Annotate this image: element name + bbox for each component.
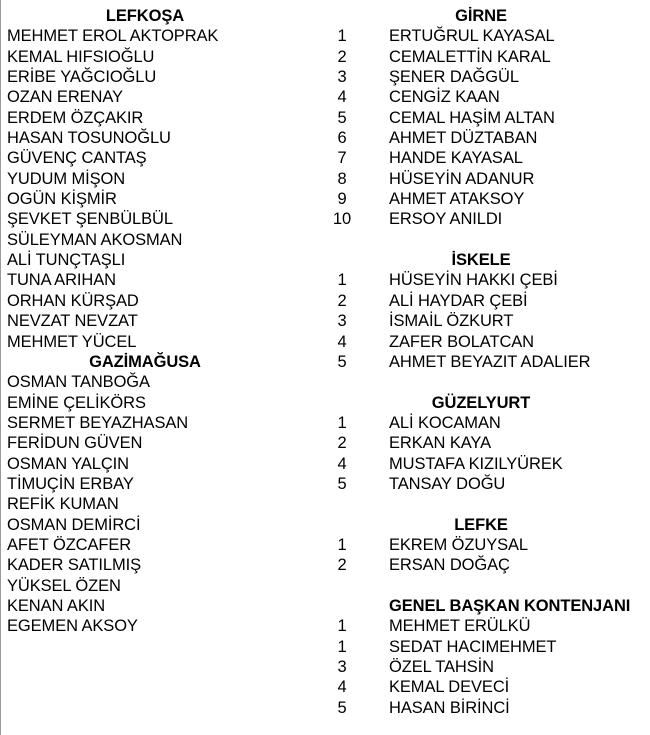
candidate-name: İSMAİL ÖZKURT [389,312,514,331]
candidate-name: EKREM ÖZUYSAL [389,535,528,554]
candidate-name: ZAFER BOLATCAN [389,332,534,351]
candidate-rank: 4 [337,454,347,473]
candidate-name: CENGİZ KAAN [389,88,500,107]
candidate-name: CEMAL HAŞİM ALTAN [389,108,555,127]
candidate-name: HÜSEYİN ADANUR [389,169,535,188]
spacer-row [389,372,650,392]
district-title: GÜZELYURT [431,393,531,412]
candidate-name: AFET ÖZCAFER [7,535,132,554]
candidate-name: REFİK KUMAN [7,495,119,514]
candidate-name: MEHMET ERÜLKÜ [389,617,531,636]
candidate-rank: 5 [337,698,347,717]
candidate-rank: 4 [337,88,347,107]
candidate-name: ALİ KOCAMAN [389,413,501,432]
page-border [0,0,1,735]
candidate-rank: 1 [337,535,347,554]
district-title: LEFKE [454,515,508,534]
candidate-rank: 3 [337,68,347,87]
candidate-rank: 1 [337,271,347,290]
number-column [322,6,362,718]
candidate-rank: 1 [337,27,347,46]
candidate-rank: 1 [337,413,347,432]
district-title: LEFKOŞA [105,7,185,25]
candidate-name: GÜVENÇ CANTAŞ [7,149,147,168]
district-title: GENEL BAŞKAN KONTENJANI [389,596,631,615]
candidate-name: OGÜN KİŞMİR [7,190,117,209]
candidate-name: SÜLEYMAN AKOSMAN [7,230,183,249]
candidate-name: AHMET BEYAZIT ADALIER [389,352,591,371]
spacer-row [322,576,362,596]
candidate-rank: 3 [337,312,347,331]
candidate-name: FERİDUN GÜVEN [7,434,143,453]
candidate-rank: 2 [337,291,347,310]
candidate-name: AHMET ATAKSOY [389,190,525,209]
candidate-name: EMİNE ÇELİKÖRS [7,393,146,412]
candidate-name: EGEMEN AKSOY [7,617,138,636]
spacer-row [322,596,362,616]
candidate-rank: 6 [337,129,347,148]
candidate-rank: 10 [332,210,352,229]
spacer-row [389,576,650,596]
candidate-rank: 2 [337,434,347,453]
district-title: GİRNE [455,7,507,25]
candidate-name: ALİ TUNÇTAŞLI [7,251,126,270]
candidate-rank: 2 [337,47,347,66]
candidate-name: YUDUM MİŞON [7,169,126,188]
candidate-name: ÖZEL TAHSİN [389,658,494,676]
candidate-name: KADER SATILMIŞ [7,556,141,575]
candidate-name: HASAN BİRİNCİ [389,698,510,717]
candidate-name: YÜKSEL ÖZEN [7,576,121,595]
candidate-name: NEVZAT NEVZAT [7,312,138,331]
left-column [7,6,327,637]
candidate-rank: 5 [337,474,347,493]
candidate-rank: 8 [337,169,347,188]
candidate-name: OSMAN DEMİRCİ [7,515,141,534]
candidate-rank: 5 [337,108,347,127]
candidate-name: KEMAL HIFSIOĞLU [7,47,155,66]
candidate-name: ŞEVKET ŞENBÜLBÜL [7,210,173,229]
candidate-name: ERSOY ANILDI [389,210,503,229]
candidate-name: OSMAN TANBOĞA [7,373,150,392]
spacer-row [322,372,362,392]
district-title: İSKELE [451,251,511,270]
candidate-name: MEHMET EROL AKTOPRAK [7,27,219,46]
candidate-rank: 9 [337,190,347,209]
candidate-rank: 7 [337,149,347,168]
spacer-row [322,230,362,250]
district-title: GAZİMAĞUSA [89,352,201,371]
spacer-row [389,494,650,514]
candidate-name: AHMET DÜZTABAN [389,129,538,148]
candidate-name: ERKAN KAYA [389,434,492,453]
candidate-name: ŞENER DAĞGÜL [389,68,519,87]
candidate-name: ERTUĞRUL KAYASAL [389,27,555,46]
candidate-name: TUNA ARIHAN [7,271,116,290]
right-column [389,6,650,718]
candidate-rank: 5 [337,352,347,371]
candidate-name: MEHMET YÜCEL [7,332,137,351]
candidate-name: ERDEM ÖZÇAKIR [7,108,144,127]
candidate-name: KEMAL DEVECİ [389,678,510,697]
candidate-rank: 1 [337,637,347,656]
candidate-name: TİMUÇİN ERBAY [7,474,134,493]
candidate-rank: 4 [337,678,347,697]
candidate-rank: 2 [337,556,347,575]
candidate-rank: 3 [337,658,347,676]
candidate-name: CEMALETTİN KARAL [389,47,551,66]
candidate-name: OSMAN YALÇIN [7,454,129,473]
candidate-name: HASAN TOSUNOĞLU [7,129,171,148]
candidate-name: SERMET BEYAZHASAN [7,413,189,432]
spacer-row [389,230,650,250]
candidate-name: KENAN AKIN [7,596,106,615]
candidate-rank: 1 [337,617,347,636]
candidate-name: OZAN ERENAY [7,88,123,107]
candidate-name: HÜSEYİN HAKKI ÇEBİ [389,271,558,290]
candidate-name: MUSTAFA KIZILYÜREK [389,454,563,473]
candidate-name: HANDE KAYASAL [389,149,523,168]
candidate-name: ALİ HAYDAR ÇEBİ [389,291,528,310]
candidate-name: ORHAN KÜRŞAD [7,291,139,310]
candidate-name: ERİBE YAĞCIOĞLU [7,68,157,87]
candidate-rank: 4 [337,332,347,351]
candidate-name: ERSAN DOĞAÇ [389,556,510,575]
spacer-row [322,494,362,514]
candidate-name: TANSAY DOĞU [389,474,506,493]
candidate-name: SEDAT HACIMEHMET [389,637,557,656]
